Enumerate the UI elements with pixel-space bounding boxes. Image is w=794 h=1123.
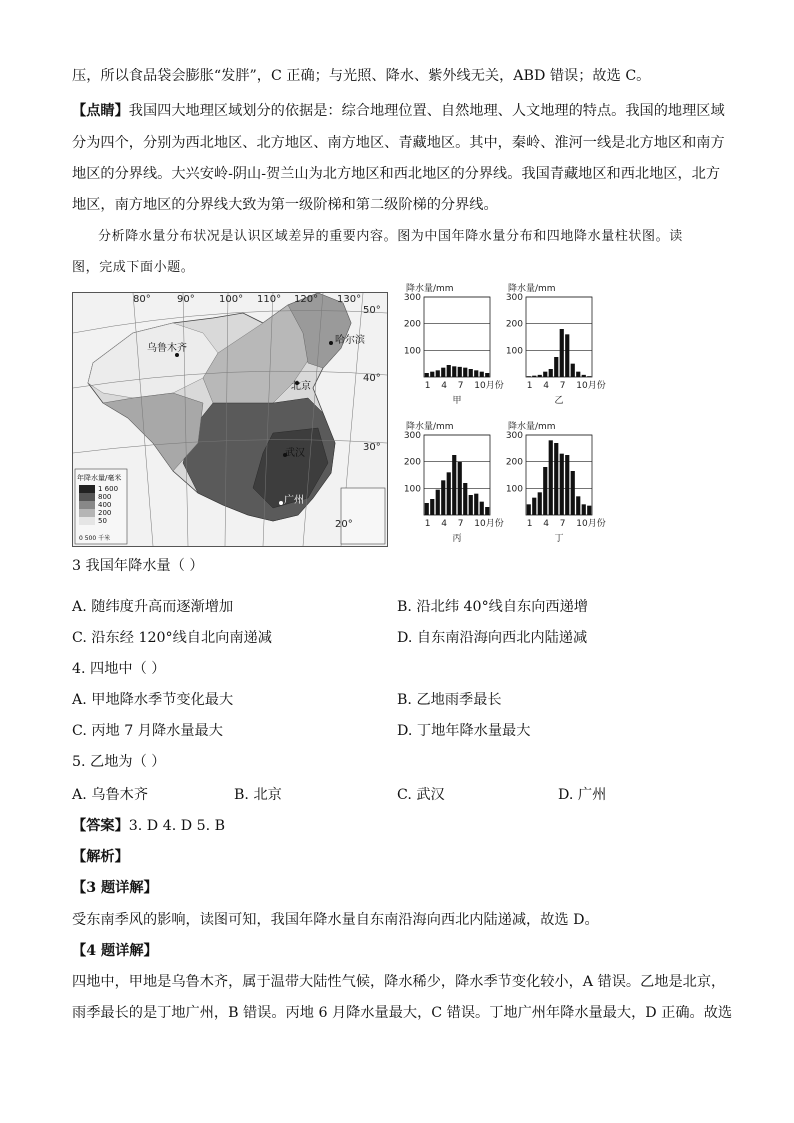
bar [587, 376, 591, 377]
bar [430, 372, 434, 377]
bar [452, 366, 456, 377]
bar [538, 375, 542, 377]
chart-title: 丙 [452, 534, 462, 544]
y-tick-label: 100 [505, 346, 523, 357]
y-tick-label: 200 [505, 319, 523, 330]
y-tick-label: 300 [403, 293, 421, 303]
q3-detail-text: 受东南季风的影响，读图可知，我国年降水量自东南沿海向西北内陆递减，故选 D。 [72, 912, 599, 928]
q3-option-a[interactable]: A. 随纬度升高而逐渐增加 [72, 599, 234, 615]
bar [532, 498, 536, 515]
bar [565, 455, 569, 515]
q4-detail-text: 雨季最长的是丁地广州，B 错误。丙地 6 月降水量最大，C 错误。丁地广州年降水量最大，D 正确。故选 [72, 1005, 733, 1021]
bar [576, 496, 580, 515]
question-3-stem: 3 我国年降水量（ ） [72, 558, 204, 574]
y-tick-label: 100 [403, 484, 421, 495]
dianjing-tag: 【点睛】 [72, 103, 129, 119]
bar-chart-jia [400, 281, 504, 408]
bar [441, 480, 445, 515]
x-tick-label: 4 [543, 519, 549, 529]
bar [458, 367, 462, 377]
bar [463, 483, 467, 515]
y-tick-label: 300 [505, 293, 523, 303]
bar [485, 373, 489, 377]
q5-option-c[interactable]: C. 武汉 [397, 787, 445, 803]
bar [458, 462, 462, 515]
x-tick-label: 10月份 [576, 519, 606, 529]
legend-value: 800 [98, 493, 112, 501]
bar [582, 504, 586, 515]
y-tick-label: 100 [505, 484, 523, 495]
bar [554, 443, 558, 515]
bar [527, 376, 531, 377]
chart-title: 甲 [452, 396, 462, 406]
bar [549, 440, 553, 515]
latitude-label: 20° [335, 519, 353, 530]
text-line: 我国四大地理区域划分的依据是：综合地理位置、自然地理、人文地理的特点。我国的地理区域 [128, 103, 725, 119]
legend-value: 400 [98, 501, 112, 509]
latitude-label: 50° [363, 305, 381, 316]
longitude-label: 130° [337, 294, 362, 305]
x-tick-label: 4 [543, 381, 549, 391]
bar [425, 373, 429, 377]
bar [571, 471, 575, 515]
bar [469, 369, 473, 377]
y-axis-label: 降水量/mm [406, 422, 454, 432]
city-label-beijing: 北京 [291, 381, 311, 392]
bar [485, 507, 489, 515]
y-tick-label: 200 [505, 457, 523, 468]
q5-option-d[interactable]: D. 广州 [558, 787, 607, 803]
analysis-tag: 【解析】 [72, 849, 129, 865]
longitude-label: 100° [219, 294, 244, 305]
y-axis-label: 降水量/mm [406, 284, 454, 294]
y-axis-label: 降水量/mm [508, 284, 556, 294]
city-label-harbin: 哈尔滨 [335, 335, 365, 346]
question-4-stem: 4. 四地中（ ） [72, 661, 166, 677]
chart-title: 丁 [554, 534, 564, 544]
y-tick-label: 300 [505, 431, 523, 441]
bar [571, 364, 575, 377]
bar [527, 504, 531, 515]
answer-tag: 【答案】 [72, 818, 129, 834]
longitude-label: 120° [294, 294, 319, 305]
bar [447, 472, 451, 515]
bar [474, 494, 478, 515]
bar [441, 368, 445, 377]
bar [549, 369, 553, 377]
scale-bar: 0 500 千米 [79, 535, 111, 542]
longitude-label: 110° [257, 294, 282, 305]
q4-detail-text: 四地中，甲地是乌鲁木齐，属于温带大陆性气候，降水稀少，降水季节变化较小，A 错误。乙地是北京， [72, 974, 726, 990]
bar [452, 455, 456, 515]
x-tick-label: 1 [526, 519, 533, 529]
city-label-urumqi: 乌鲁木齐 [147, 343, 187, 354]
bar [587, 506, 591, 515]
x-tick-label: 7 [457, 519, 464, 529]
bar [576, 372, 580, 377]
q4-detail-heading: 【4 题详解】 [72, 943, 158, 959]
answer-line [72, 816, 225, 836]
x-tick-label: 1 [424, 381, 431, 391]
legend-value: 1 600 [98, 485, 119, 493]
bar [554, 357, 558, 377]
y-tick-label: 100 [403, 346, 421, 357]
bar [560, 454, 564, 515]
y-axis-label: 降水量/mm [508, 422, 556, 432]
x-tick-label: 10月份 [576, 381, 606, 391]
latitude-label: 30° [363, 442, 381, 453]
x-tick-label: 1 [526, 381, 533, 391]
bar [436, 370, 440, 377]
x-tick-label: 10月份 [474, 381, 504, 391]
q5-option-a[interactable]: A. 乌鲁木齐 [72, 787, 149, 803]
bar-chart-yi [502, 281, 606, 408]
text-line: 压，所以食品袋会膨胀“发胖”，C 正确；与光照、降水、紫外线无关，ABD 错误；故选 C。 [72, 68, 651, 84]
plot-frame [424, 297, 490, 377]
latitude-label: 40° [363, 373, 381, 384]
figure-caption: 图，完成下面小题。 [72, 260, 195, 275]
x-tick-label: 1 [424, 519, 431, 529]
bar [469, 495, 473, 515]
bar [532, 376, 536, 377]
bar [480, 502, 484, 515]
y-tick-label: 200 [403, 319, 421, 330]
plot-frame [526, 297, 592, 377]
q3-option-c[interactable]: C. 沿东经 120°线自北向南递减 [72, 630, 272, 646]
x-tick-label: 7 [559, 519, 566, 529]
x-tick-label: 7 [457, 381, 464, 391]
city-label-guangzhou: 广州 [284, 495, 304, 506]
x-tick-label: 10月份 [474, 519, 504, 529]
city-label-wuhan: 武汉 [285, 448, 305, 459]
y-tick-label: 200 [403, 457, 421, 468]
q4-option-b[interactable]: B. 乙地雨季最长 [397, 692, 502, 708]
question-5-stem: 5. 乙地为（ ） [72, 754, 166, 770]
bar [463, 368, 467, 377]
bar [538, 492, 542, 515]
bar [430, 499, 434, 515]
text-line: 地区的分界线。大兴安岭-阴山-贺兰山为北方地区和西北地区的分界线。我国青藏地区和西北地区，北方 [72, 166, 721, 182]
bar [474, 370, 478, 377]
bar-chart-ding [502, 419, 606, 549]
south-china-sea-inset [341, 488, 385, 544]
bar [447, 365, 451, 377]
q3-detail-heading: 【3 题详解】 [72, 880, 158, 896]
bar [543, 372, 547, 377]
bar [565, 334, 569, 377]
note-paragraph [72, 101, 725, 121]
y-tick-label: 300 [403, 431, 421, 441]
text-line: 地区，南方地区的分界线大致为第一级阶梯和第二级阶梯的分界线。 [72, 197, 498, 213]
legend-title: 年降水量/毫米 [77, 474, 122, 482]
x-tick-label: 7 [559, 381, 566, 391]
bar [436, 490, 440, 515]
bar [560, 329, 564, 377]
text-line: 分为四个，分别为西北地区、北方地区、南方地区、青藏地区。其中，秦岭、淮河一线是北方地区和南方 [72, 135, 725, 151]
legend-value: 200 [98, 509, 112, 517]
longitude-label: 80° [133, 294, 151, 305]
q3-option-d[interactable]: D. 自东南沿海向西北内陆递减 [397, 630, 588, 646]
q4-option-c[interactable]: C. 丙地 7 月降水量最大 [72, 723, 223, 739]
q3-option-b[interactable]: B. 沿北纬 40°线自东向西递增 [397, 599, 588, 615]
x-tick-label: 4 [441, 519, 447, 529]
x-tick-label: 4 [441, 381, 447, 391]
answer-text: 3. D 4. D 5. B [128, 818, 226, 834]
figure-caption: 分析降水量分布状况是认识区域差异的重要内容。图为中国年降水量分布和四地降水量柱状图。读 [98, 229, 683, 244]
bar [480, 372, 484, 377]
chart-title: 乙 [554, 396, 564, 406]
q5-option-b[interactable]: B. 北京 [234, 787, 282, 803]
bar [425, 503, 429, 515]
bar [543, 467, 547, 515]
bar-chart-bing [400, 419, 504, 549]
longitude-label: 90° [177, 294, 195, 305]
q4-option-a[interactable]: A. 甲地降水季节变化最大 [72, 692, 234, 708]
bar [582, 375, 586, 377]
legend-value: 50 [98, 517, 107, 525]
china-precipitation-map [72, 292, 388, 547]
q4-option-d[interactable]: D. 丁地年降水量最大 [397, 723, 531, 739]
